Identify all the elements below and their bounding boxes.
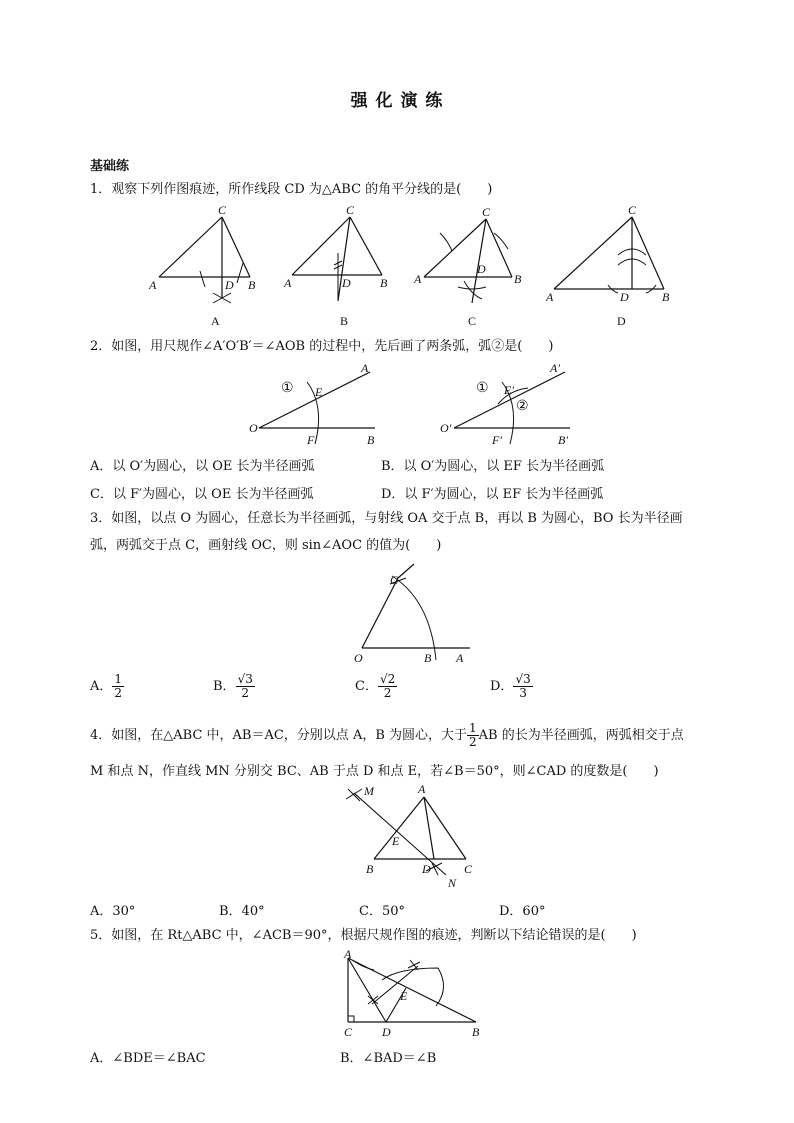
q3-figure	[350, 560, 480, 670]
svg-text:O: O	[354, 651, 363, 665]
section-heading: 基础练	[90, 159, 130, 174]
page-title: 强 化 演 练	[350, 91, 444, 111]
svg-text:O: O	[249, 421, 258, 435]
q3-option-d: D． $\frac{√3}{3}$	[490, 672, 531, 700]
q1a-label-c: C	[218, 203, 227, 217]
svg-text:②: ②	[516, 399, 529, 414]
question-3-line-1: 3．如图，以点 O 为圆心，任意长为半径画弧，与射线 OA 交于点 B，再以 B 为圆心，BO 长为半径画	[90, 511, 683, 526]
svg-text:B′: B′	[558, 433, 568, 447]
svg-text:B: B	[366, 862, 374, 876]
svg-text:A′: A′	[550, 361, 560, 375]
svg-text:D: D	[382, 1025, 391, 1039]
svg-text:C: C	[344, 1025, 353, 1039]
svg-text:D: D	[477, 262, 486, 276]
svg-text:B: B	[248, 278, 256, 292]
svg-text:D: D	[342, 276, 351, 290]
q1-figure-c	[412, 203, 532, 313]
q4-option-b: B．40°	[219, 904, 265, 919]
q4-option-a: A．30°	[90, 904, 136, 919]
svg-text:C: C	[628, 203, 637, 217]
svg-text:A: A	[546, 290, 554, 304]
svg-text:B: B	[514, 272, 522, 286]
q1-option-c-label: C	[468, 314, 477, 328]
svg-text:A: A	[414, 272, 422, 286]
q1-option-b-label: B	[340, 314, 349, 328]
q3-option-c: C． $\frac{√2}{2}$	[355, 672, 396, 700]
q1-option-a-label: A	[211, 314, 220, 328]
q2-option-a: A．以 O′为圆心，以 OE 长为半径画弧	[90, 459, 315, 474]
svg-text:①: ①	[281, 381, 294, 396]
svg-text:①: ①	[476, 381, 489, 396]
q2-option-d: D．以 F′为圆心，以 EF 长为半径画弧	[381, 487, 604, 502]
svg-text:A: A	[344, 947, 352, 961]
svg-text:E′: E′	[504, 383, 514, 397]
svg-text:F: F	[307, 433, 315, 447]
svg-text:B: B	[472, 1025, 480, 1039]
svg-text:A: A	[284, 276, 292, 290]
svg-text:F′: F′	[492, 433, 502, 447]
svg-text:C: C	[464, 862, 473, 876]
q5-option-a: A．∠BDE＝∠BAC	[90, 1051, 206, 1066]
q1-figure-d	[542, 203, 682, 313]
svg-text:E: E	[392, 834, 400, 848]
q3-option-a: A． $\frac{1}{2}$	[90, 672, 123, 700]
svg-text:D: D	[422, 862, 431, 876]
svg-text:D: D	[225, 278, 234, 292]
svg-text:C: C	[390, 573, 399, 587]
q4-option-d: D．60°	[499, 904, 546, 919]
q4-option-c: C．50°	[359, 904, 405, 919]
q1-option-d-label: D	[617, 314, 626, 328]
svg-text:D: D	[620, 290, 629, 304]
svg-text:C: C	[482, 205, 491, 219]
q2-option-c: C．以 F′为圆心，以 OE 长为半径画弧	[90, 487, 314, 502]
svg-text:M: M	[364, 784, 374, 798]
svg-text:A: A	[418, 782, 426, 796]
question-3-line-2: 弧，两弧交于点 C，画射线 OC，则 sin∠AOC 的值为( )	[90, 538, 442, 553]
q1-figure-b	[282, 203, 392, 313]
q5-option-b: B．∠BAD＝∠B	[340, 1051, 437, 1066]
question-5-text: 5．如图，在 Rt△ABC 中，∠ACB＝90°，根据尺规作图的痕迹，判断以下结论错误的是( )	[90, 928, 637, 943]
svg-text:E: E	[315, 385, 323, 399]
svg-text:B: B	[380, 276, 388, 290]
svg-text:A: A	[361, 361, 369, 375]
svg-text:B: B	[662, 290, 670, 304]
question-1-text: 1．观察下列作图痕迹，所作线段 CD 为△ABC 的角平分线的是( )	[90, 182, 493, 197]
question-4-line-1: 4．如图，在△ABC 中，AB＝AC，分别以点 A，B 为圆心，大于 $\frac{1}{2}$ AB 的长为半径画弧，两弧相交于点	[90, 721, 684, 749]
svg-text:E: E	[400, 989, 408, 1003]
q5-figure	[338, 948, 488, 1040]
q2-figure-left	[245, 360, 385, 450]
q2-figure-right	[440, 360, 590, 450]
svg-text:C: C	[346, 203, 355, 217]
q3-option-b: B． $\frac{√3}{2}$	[213, 672, 253, 700]
q1-figure-a	[145, 203, 270, 313]
svg-text:A: A	[149, 278, 157, 292]
q4-figure	[338, 783, 478, 893]
q2-option-b: B．以 O′为圆心，以 EF 长为半径画弧	[381, 459, 605, 474]
svg-text:N: N	[448, 876, 457, 890]
question-2-text: 2．如图，用尺规作∠A′O′B′＝∠AOB 的过程中，先后画了两条弧，弧②是( )	[90, 339, 554, 354]
question-4-line-2: M 和点 N，作直线 MN 分别交 BC、AB 于点 D 和点 E，若∠B＝50°，则∠CAD 的度数是( )	[90, 764, 659, 779]
svg-text:B: B	[424, 651, 432, 665]
svg-text:A: A	[456, 651, 464, 665]
svg-text:O′: O′	[440, 421, 452, 435]
svg-text:B: B	[367, 433, 375, 447]
